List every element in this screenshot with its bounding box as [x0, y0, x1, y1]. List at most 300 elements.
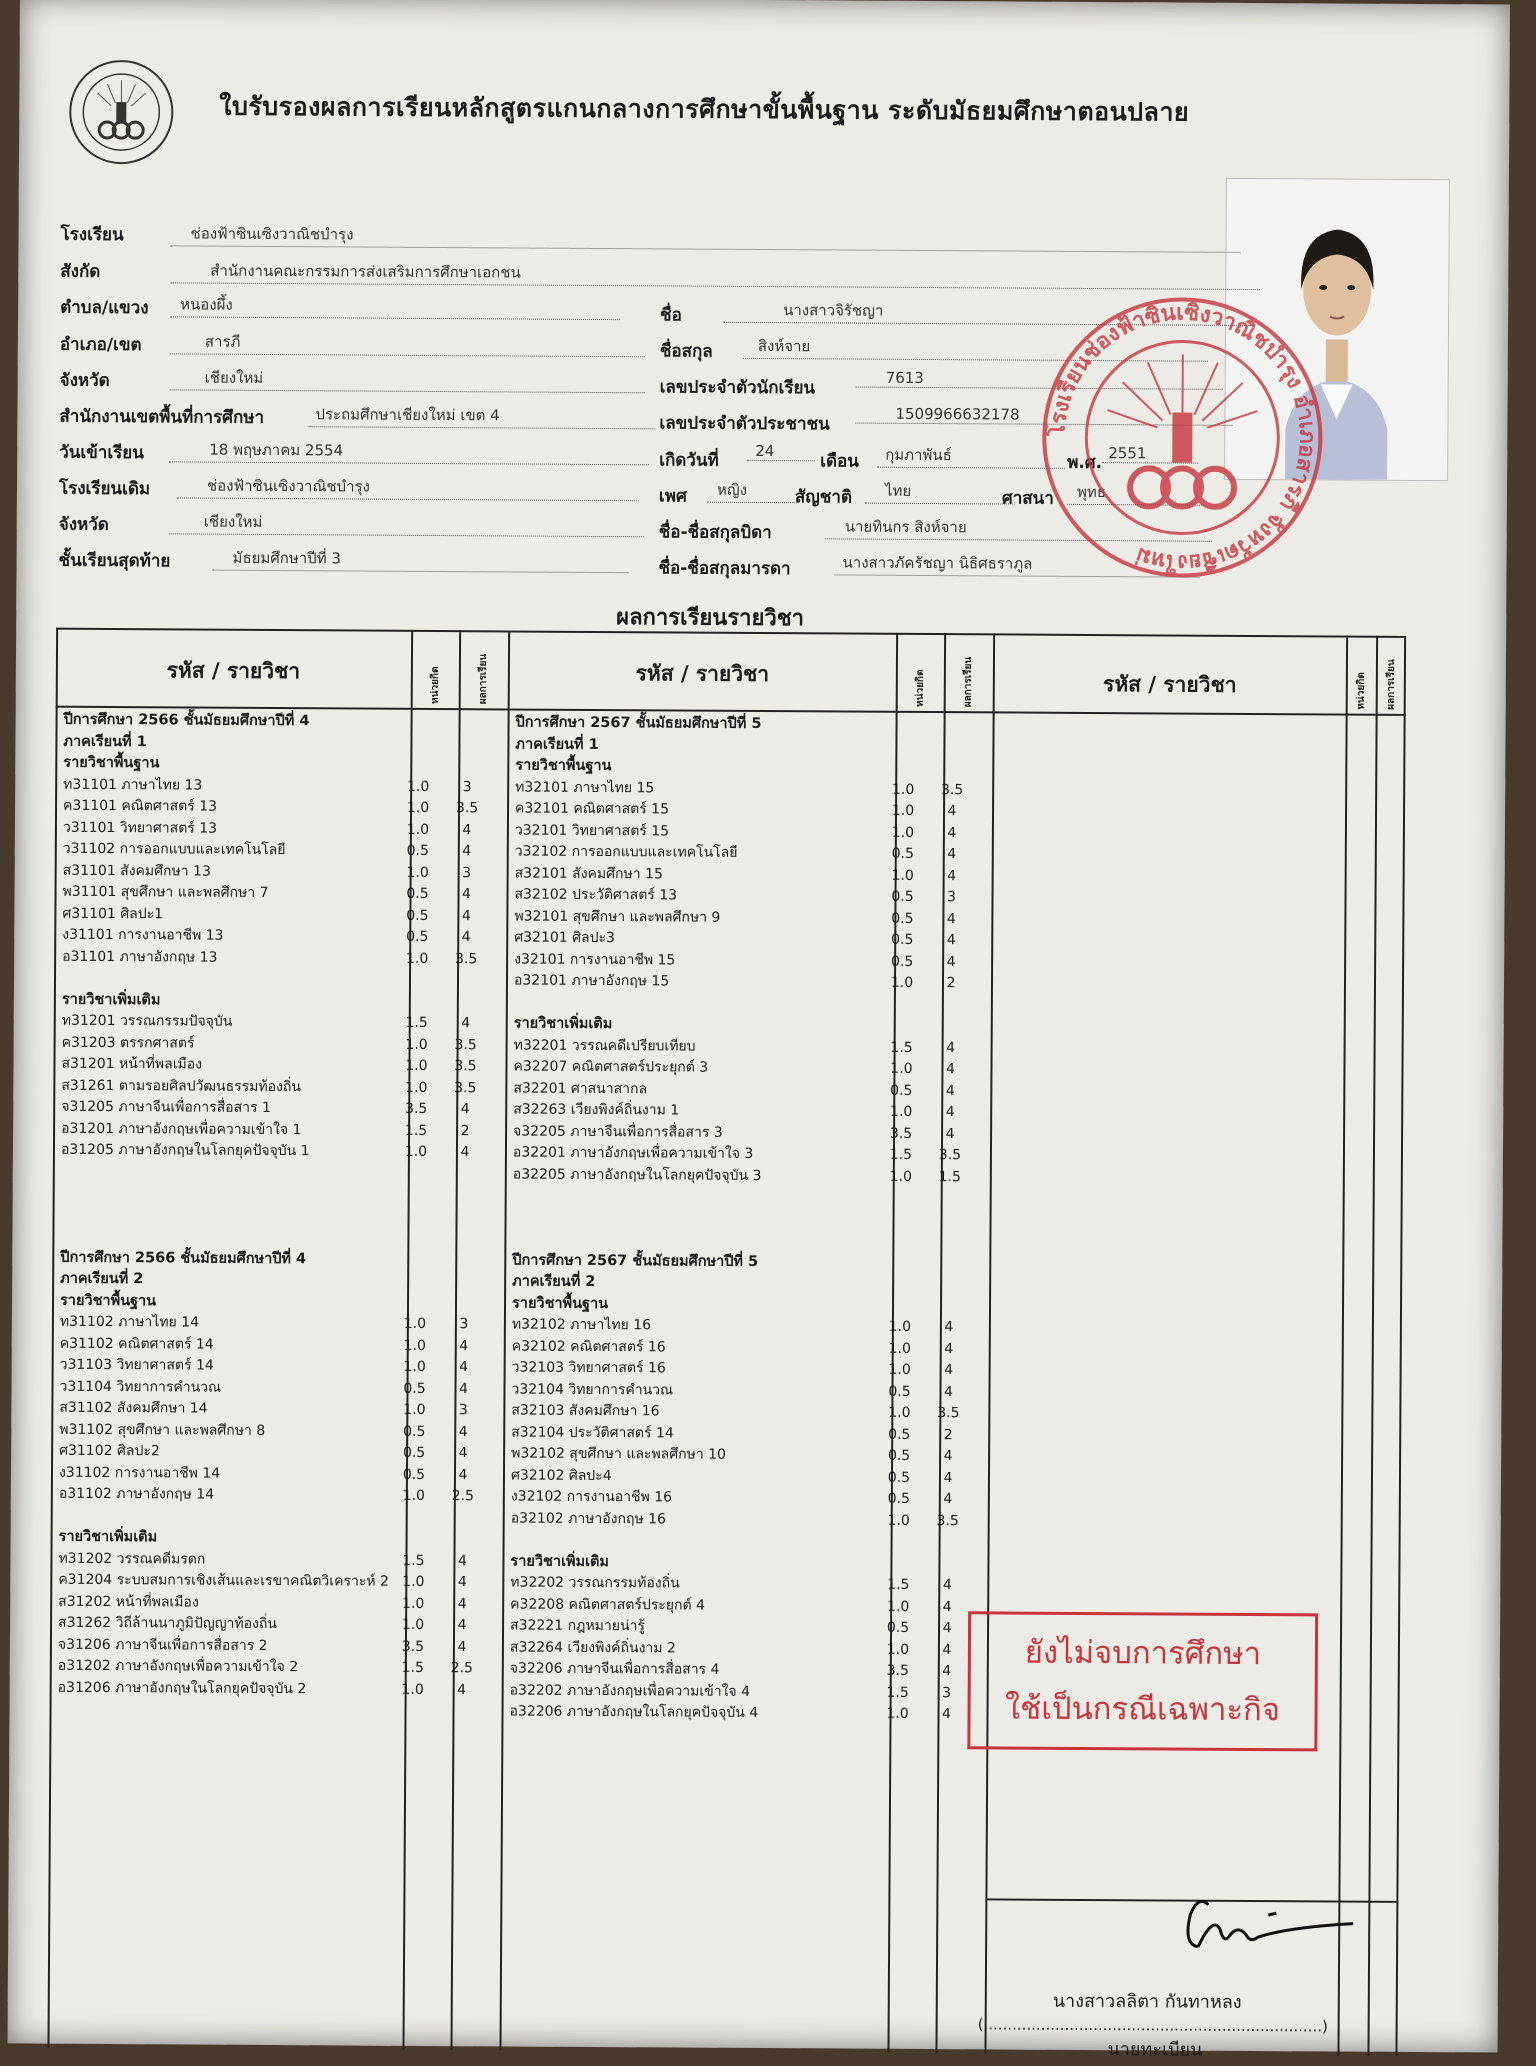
- right-info-block: [20, 0, 1510, 5]
- grade-value: 4: [928, 1468, 968, 1490]
- info-value-area-office: ประถมศึกษาเชียงใหม่ เขต 4: [309, 402, 655, 429]
- stamp-line-1: ยังไม่จบการศึกษา: [971, 1624, 1315, 1682]
- grade-value: 4: [927, 1661, 967, 1683]
- grade-value: 4: [932, 823, 972, 845]
- info-label-affiliation: สังกัด: [60, 258, 100, 285]
- grade-value: 4: [932, 866, 972, 888]
- grade-value: 4: [447, 820, 487, 842]
- subject-row: [58, 1548, 498, 1572]
- grade-value: 4: [931, 909, 971, 931]
- credit-value: 1.0: [881, 1102, 921, 1124]
- credit-value: 1.0: [882, 973, 922, 995]
- subject-row: [61, 1140, 501, 1164]
- subject-row: [510, 1615, 985, 1639]
- grade-value: 4: [443, 1379, 483, 1401]
- grade-value: 3.5: [930, 1145, 970, 1167]
- nationality-label: สัญชาติ: [795, 483, 852, 510]
- info-value-last-grade: มัธยมศึกษาปีที่ 3: [213, 546, 629, 574]
- grade-value: 4: [930, 1102, 970, 1124]
- subject-name: ส32263 เวียงพิงค์ถิ่นงาม 1: [513, 1101, 679, 1118]
- subject-name: รายวิชาพื้นฐาน: [515, 757, 611, 774]
- info-value-subdistrict: หนองผึ้ง: [170, 292, 620, 320]
- col-line: [1337, 636, 1347, 2056]
- religion: พุทธ: [1067, 480, 1202, 506]
- blank-row: [513, 1185, 988, 1209]
- subject-name: ภาคเรียนที่ 2: [512, 1273, 595, 1290]
- subject-name: ว31103 วิทยาศาสตร์ 14: [60, 1357, 214, 1374]
- grade-value: 3: [444, 1314, 484, 1336]
- subject-name: ส32104 ประวัติศาสตร์ 14: [511, 1424, 674, 1441]
- grade-value: 2: [445, 1121, 485, 1143]
- subject-row: [510, 1594, 985, 1618]
- left-info-block: [20, 0, 1510, 5]
- grades-column-1: [58, 710, 504, 1702]
- grade-value: 4: [930, 1124, 970, 1146]
- grade-section-heading: [514, 1013, 989, 1037]
- credit-value: 1.0: [883, 865, 923, 887]
- subject-row: [59, 1398, 499, 1422]
- subject-name: อ31202 ภาษาอังกฤษเพื่อความเข้าใจ 2: [58, 1658, 298, 1675]
- credit-value: 1.0: [397, 948, 437, 970]
- grade-section-heading: [512, 1293, 987, 1317]
- credit-value: 0.5: [394, 1421, 434, 1443]
- subject-name: ส32221 กฎหมายน่ารู้: [510, 1617, 645, 1634]
- info-label-school: โรงเรียน: [60, 221, 123, 248]
- grade-value: 4: [930, 1081, 970, 1103]
- subject-row: [59, 1441, 499, 1465]
- grade-value: 2: [928, 1425, 968, 1447]
- subject-row: [511, 1379, 986, 1403]
- subject-row: [512, 1314, 987, 1338]
- credit-value: 1.0: [396, 1077, 436, 1099]
- subject-row: [58, 1591, 498, 1615]
- info-label-last-grade: ชั้นเรียนสุดท้าย: [58, 547, 170, 575]
- mother-name: นางสาวภัครัชญา นิธิศธราภูล: [834, 550, 1199, 577]
- subject-row: [515, 798, 990, 822]
- subject-name: จ32205 ภาษาจีนเพื่อการสื่อสาร 3: [513, 1123, 723, 1140]
- subject-row: [509, 1701, 984, 1725]
- credit-value: 1.0: [394, 1400, 434, 1422]
- birth-year: 2551: [1102, 444, 1198, 464]
- subject-row: [63, 860, 503, 884]
- red-school-seal-stamp: [1036, 292, 1328, 584]
- subject-row: [58, 1570, 498, 1594]
- credit-value: 1.5: [881, 1145, 921, 1167]
- subject-name: พ32102 สุขศึกษา และพลศึกษา 10: [511, 1445, 726, 1462]
- subject-row: [513, 1056, 988, 1080]
- blank-row: [514, 992, 989, 1016]
- student-id-label: เลขประจำตัวนักเรียน: [660, 373, 816, 401]
- subject-name: ง31102 การงานอาชีพ 14: [59, 1464, 220, 1481]
- credit-value: 0.5: [882, 887, 922, 909]
- subject-name: พ32101 สุขศึกษา และพลศึกษา 9: [514, 908, 720, 925]
- grade-value: 2.5: [443, 1486, 483, 1508]
- birth-year-label: พ.ศ.: [1067, 449, 1102, 476]
- grade-value: 4: [443, 1443, 483, 1465]
- credit-value: 1.0: [879, 1510, 919, 1532]
- certificate-paper: [8, 0, 1510, 2053]
- subject-row: [510, 1658, 985, 1682]
- subject-row: [514, 970, 989, 994]
- subject-name: ศ31102 ศิลปะ2: [59, 1443, 160, 1460]
- subject-name: รายวิชาเพิ่มเติม: [62, 991, 161, 1008]
- registrar-paren: (.......................................................................): [978, 2015, 1328, 2035]
- info-label-area-office: สำนักงานเขตพื้นที่การศึกษา: [59, 403, 264, 431]
- subject-name: รายวิชาพื้นฐาน: [512, 1295, 608, 1312]
- subject-row: [59, 1419, 499, 1443]
- grade-value: 3: [443, 1400, 483, 1422]
- blank-row: [512, 1207, 987, 1231]
- grade-value: 4: [931, 930, 971, 952]
- grade-value: 3.5: [928, 1511, 968, 1533]
- subject-name: อ32201 ภาษาอังกฤษเพื่อความเข้าใจ 3: [513, 1144, 753, 1161]
- subject-row: [514, 927, 989, 951]
- grade-value: 4: [929, 1339, 969, 1361]
- subject-row: [59, 1484, 499, 1508]
- credit-value: 1.0: [883, 822, 923, 844]
- subject-name: ค32207 คณิตศาสตร์ประยุกต์ 3: [513, 1058, 708, 1075]
- subject-row: [62, 882, 502, 906]
- subject-row: [59, 1376, 499, 1400]
- grade-value: 4: [446, 906, 486, 928]
- grade-value: 4: [444, 1357, 484, 1379]
- subject-name: ศ31101 ศิลปะ1: [62, 905, 163, 922]
- birth-day: 24: [747, 442, 815, 461]
- sex-label: เพศ: [659, 482, 687, 509]
- grade-value: 4: [446, 1013, 486, 1035]
- credit-value: 1.0: [398, 798, 438, 820]
- grade-section-heading: [63, 731, 503, 755]
- grade-section-heading: [515, 755, 990, 779]
- student-surname: สิงห์จาย: [743, 334, 1208, 362]
- subject-row: [60, 1333, 500, 1357]
- birth-month: กุมภาพันธ์: [877, 443, 1065, 469]
- subject-row: [511, 1422, 986, 1446]
- subject-row: [513, 1099, 988, 1123]
- subject-row: [511, 1400, 986, 1424]
- subject-row: [63, 817, 503, 841]
- subject-row: [61, 1075, 501, 1099]
- grade-value: 4: [932, 801, 972, 823]
- subject-row: [58, 1613, 498, 1637]
- subject-row: [512, 1357, 987, 1381]
- birth-month-label: เดือน: [820, 447, 859, 474]
- subject-name: รายวิชาเพิ่มเติม: [510, 1553, 609, 1570]
- subject-name: ค31102 คณิตศาสตร์ 14: [60, 1335, 214, 1352]
- grade-value: 2.5: [442, 1658, 482, 1680]
- subject-row: [512, 1336, 987, 1360]
- grades-section-title: ผลการเรียนรายวิชา: [616, 599, 804, 635]
- subject-row: [62, 903, 502, 927]
- blank-row: [61, 1161, 501, 1185]
- credit-value: 0.5: [879, 1424, 919, 1446]
- subject-row: [58, 1634, 498, 1658]
- subject-name: ภาคเรียนที่ 1: [63, 733, 146, 750]
- grade-value: 4: [445, 1142, 485, 1164]
- grade-value: 4: [926, 1704, 966, 1726]
- subject-row: [511, 1508, 986, 1532]
- religion-label: ศาสนา: [1002, 484, 1054, 511]
- grade-value: 2: [931, 973, 971, 995]
- subject-name: ท31102 ภาษาไทย 14: [60, 1314, 199, 1331]
- credit-value: 1.0: [881, 1166, 921, 1188]
- info-label-former-province: จังหวัด: [59, 511, 109, 538]
- credit-value: 0.5: [397, 927, 437, 949]
- credit-value: 0.5: [879, 1467, 919, 1489]
- credit-value: 0.5: [879, 1489, 919, 1511]
- credit-value: 1.0: [395, 1314, 435, 1336]
- blank-row: [62, 968, 502, 992]
- grade-value: 4: [447, 841, 487, 863]
- credit-value: 1.0: [398, 862, 438, 884]
- subject-row: [63, 839, 503, 863]
- name-label: ชื่อ: [660, 301, 682, 328]
- info-value-province: เชียงใหม่: [170, 365, 645, 393]
- grade-value: 4: [927, 1597, 967, 1619]
- grade-value: 4: [442, 1594, 482, 1616]
- subject-row: [515, 863, 990, 887]
- credit-value: 1.0: [398, 819, 438, 841]
- citizen-id: 1509966632178: [855, 405, 1232, 426]
- subject-name: อ32205 ภาษาอังกฤษในโลกยุคปัจจุบัน 3: [513, 1166, 762, 1184]
- grades-column-2: [509, 712, 990, 1725]
- grade-value: 4: [446, 927, 486, 949]
- credit-value: 0.5: [883, 844, 923, 866]
- credit-value: 1.5: [393, 1658, 433, 1680]
- subject-name: ท31101 ภาษาไทย 13: [63, 776, 202, 793]
- grade-value: 4: [442, 1551, 482, 1573]
- grade-value: 4: [927, 1640, 967, 1662]
- col3-grade-header: ผลการเรียน: [1384, 642, 1399, 710]
- subject-name: ส31102 สังคมศึกษา 14: [59, 1400, 207, 1417]
- subject-name: พ31102 สุขศึกษา และพลศึกษา 8: [59, 1421, 265, 1438]
- grade-section-heading: [60, 1269, 500, 1293]
- blank-row: [61, 1183, 501, 1207]
- credit-value: 0.5: [397, 884, 437, 906]
- info-value-enroll-date: 18 พฤษภาคม 2554: [169, 437, 649, 465]
- grade-value: 4: [929, 1317, 969, 1339]
- subject-name: รายวิชาพื้นฐาน: [63, 755, 159, 772]
- registrar-signature: [1168, 1885, 1369, 1971]
- credit-value: 1.0: [880, 1317, 920, 1339]
- grade-value: 4: [445, 1099, 485, 1121]
- credit-value: 1.5: [397, 1013, 437, 1035]
- registrar-name: นางสาวลลิตา กันทาหลง: [1053, 1986, 1242, 2016]
- subject-name: ง32102 การงานอาชีพ 16: [511, 1488, 672, 1505]
- subject-name: ว32102 การออกแบบและเทคโนโลยี: [515, 843, 738, 860]
- credit-value: 1.0: [880, 1360, 920, 1382]
- info-label-enroll-date: วันเข้าเรียน: [59, 439, 144, 467]
- subject-name: ปีการศึกษา 2567 ชั้นมัธยมศึกษาปีที่ 5: [512, 1252, 758, 1270]
- info-label-subdistrict: ตำบล/แขวง: [60, 294, 149, 322]
- grade-value: 4: [442, 1637, 482, 1659]
- grade-value: 4: [443, 1465, 483, 1487]
- subject-name: ค31203 ตรรกศาสตร์: [62, 1034, 195, 1051]
- grade-section-heading: [63, 753, 503, 777]
- grade-value: 4: [931, 1038, 971, 1060]
- document-title: ใบรับรองผลการเรียนหลักสูตรแกนกลางการศึกษาขั้นพื้นฐาน ระดับมัธยมศึกษาตอนปลาย: [219, 87, 1189, 133]
- grade-section-heading: [510, 1551, 985, 1575]
- subject-row: [63, 774, 503, 798]
- credit-value: 1.0: [396, 1056, 436, 1078]
- subject-name: รายวิชาเพิ่มเติม: [59, 1529, 158, 1546]
- subject-name: ปีการศึกษา 2566 ชั้นมัธยมศึกษาปีที่ 4: [64, 712, 310, 730]
- credit-value: 3.5: [393, 1636, 433, 1658]
- credit-value: 1.0: [881, 1059, 921, 1081]
- subject-name: ค31204 ระบบสมการเชิงเส้นและเรขาคณิตวิเคราะห์ 2: [58, 1572, 389, 1590]
- grade-value: 3.5: [445, 1056, 485, 1078]
- credit-value: 0.5: [882, 930, 922, 952]
- subject-name: ท32101 ภาษาไทย 15: [515, 779, 654, 796]
- sex: หญิง: [707, 478, 797, 504]
- table-right-border: [1395, 636, 1406, 2056]
- credit-value: 1.0: [393, 1572, 433, 1594]
- subject-name: ท32201 วรรณคดีเปรียบเทียบ: [514, 1037, 696, 1054]
- grade-value: 3: [931, 887, 971, 909]
- subject-name: อ31205 ภาษาอังกฤษในโลกยุคปัจจุบัน 1: [61, 1142, 310, 1160]
- info-value-former-school: ช่องฟ้าซินเซิงวาณิชบำรุง: [177, 473, 639, 501]
- grade-value: 3: [927, 1683, 967, 1705]
- subject-name: ท31202 วรรณคดีมรดก: [58, 1550, 205, 1567]
- grades-table: [47, 628, 1406, 2056]
- info-label-province: จังหวัด: [60, 367, 110, 394]
- blank-row: [512, 1228, 987, 1252]
- blank-row: [511, 1529, 986, 1553]
- subject-name: ค32101 คณิตศาสตร์ 15: [515, 800, 669, 817]
- subject-name: อ32206 ภาษาอังกฤษในโลกยุคปัจจุบัน 4: [509, 1703, 758, 1721]
- credit-value: 1.0: [398, 776, 438, 798]
- subject-name: ภาคเรียนที่ 2: [60, 1271, 143, 1288]
- subject-name: ศ32102 ศิลปะ4: [511, 1467, 612, 1484]
- subject-row: [62, 1011, 502, 1035]
- grade-value: 4: [932, 844, 972, 866]
- credit-value: 1.0: [880, 1338, 920, 1360]
- col2-grade-header: ผลการเรียน: [961, 639, 976, 707]
- grade-value: 3.5: [445, 1078, 485, 1100]
- grade-value: 4: [446, 884, 486, 906]
- subject-row: [59, 1462, 499, 1486]
- credit-value: 3.5: [878, 1661, 918, 1683]
- grade-value: 3.5: [446, 949, 486, 971]
- subject-name: ส32103 สังคมศึกษา 16: [511, 1402, 659, 1419]
- subject-name: ว32103 วิทยาศาสตร์ 16: [512, 1359, 666, 1376]
- subject-name: ค32208 คณิตศาสตร์ประยุกต์ 4: [510, 1596, 705, 1613]
- grade-section-heading: [515, 734, 990, 758]
- col2-credit-header: หน่วยกิต: [913, 639, 928, 707]
- credit-value: 0.5: [881, 1080, 921, 1102]
- col3-credit-header: หน่วยกิต: [1354, 642, 1369, 710]
- father-name: นายทินกร สิงห์จาย: [825, 514, 1212, 541]
- table-left-border: [47, 628, 58, 2048]
- credit-value: 1.0: [878, 1639, 918, 1661]
- subject-name: ว31104 วิทยาการคำนวณ: [59, 1378, 221, 1395]
- subject-name: อ32102 ภาษาอังกฤษ 16: [511, 1510, 666, 1527]
- surname-label: ชื่อสกุล: [660, 337, 713, 364]
- grade-value: 4: [931, 952, 971, 974]
- credit-value: 0.5: [394, 1378, 434, 1400]
- nationality: ไทย: [865, 479, 1015, 505]
- credit-value: 1.0: [878, 1596, 918, 1618]
- subject-row: [514, 906, 989, 930]
- grade-value: 3.5: [932, 780, 972, 802]
- student-id: 7613: [856, 369, 1223, 390]
- subject-row: [511, 1486, 986, 1510]
- subject-row: [513, 1121, 988, 1145]
- grade-value: 4: [929, 1360, 969, 1382]
- subject-row: [515, 820, 990, 844]
- subject-name: ท31201 วรรณกรรมปัจจุบัน: [62, 1013, 233, 1030]
- credit-value: 0.5: [878, 1618, 918, 1640]
- mother-label: ชื่อ-ชื่อสกุลมารดา: [658, 554, 790, 582]
- credit-value: 0.5: [394, 1443, 434, 1465]
- grade-value: 4: [444, 1336, 484, 1358]
- grade-section-heading: [60, 1290, 500, 1314]
- subject-name: ง32101 การงานอาชีพ 15: [514, 951, 675, 968]
- info-label-former-school: โรงเรียนเดิม: [59, 475, 150, 503]
- subject-name: จ31206 ภาษาจีนเพื่อการสื่อสาร 2: [58, 1636, 268, 1653]
- subject-name: พ31101 สุขศึกษา และพลศึกษา 7: [62, 884, 268, 901]
- info-value-district: สารภี: [170, 329, 645, 357]
- credit-value: 1.0: [393, 1615, 433, 1637]
- grade-section-heading: [512, 1271, 987, 1295]
- credit-value: 1.0: [395, 1335, 435, 1357]
- subject-row: [514, 884, 989, 908]
- subject-row: [515, 777, 990, 801]
- credit-value: 1.5: [393, 1550, 433, 1572]
- col3-header: รหัส / รายวิชา: [994, 667, 1346, 702]
- subject-name: ท32202 วรรณกรรมท้องถิ่น: [510, 1574, 679, 1591]
- subject-row: [514, 1035, 989, 1059]
- subject-name: ค31101 คณิตศาสตร์ 13: [63, 798, 217, 815]
- grade-section-heading: [60, 1247, 500, 1271]
- subject-row: [513, 1142, 988, 1166]
- subject-name: อ31206 ภาษาอังกฤษในโลกยุคปัจจุบัน 2: [58, 1679, 307, 1697]
- grade-value: 3.5: [928, 1403, 968, 1425]
- subject-row: [60, 1312, 500, 1336]
- grade-value: 4: [928, 1382, 968, 1404]
- subject-row: [514, 949, 989, 973]
- grade-value: 4: [927, 1618, 967, 1640]
- subject-name: อ31102 ภาษาอังกฤษ 14: [59, 1486, 214, 1503]
- citizen-id-label: เลขประจำตัวประชาชน: [659, 409, 829, 437]
- credit-value: 1.0: [397, 1034, 437, 1056]
- subject-name: รายวิชาพื้นฐาน: [60, 1292, 156, 1309]
- credit-value: 1.5: [396, 1120, 436, 1142]
- credit-value: 1.5: [878, 1682, 918, 1704]
- subject-name: ส31201 หน้าที่พลเมือง: [61, 1056, 202, 1073]
- grade-value: 3: [447, 863, 487, 885]
- subject-row: [511, 1443, 986, 1467]
- credit-value: 0.5: [879, 1381, 919, 1403]
- subject-name: ส32201 ศาสนาสากล: [513, 1080, 647, 1097]
- credit-value: 0.5: [394, 1464, 434, 1486]
- red-seal-ring-text: โรงเรียนช่องฟ้าซินเซิงวาณิชบำรุง อำเภอสารภี จังหวัดเชียงใหม่: [1042, 300, 1320, 578]
- credit-value: 1.0: [393, 1679, 433, 1701]
- subject-name: ท32102 ภาษาไทย 16: [512, 1316, 651, 1333]
- info-value-school: ช่องฟ้าซินเซิงวาณิชบำรุง: [170, 221, 1240, 253]
- subject-row: [61, 1054, 501, 1078]
- credit-value: 0.5: [882, 908, 922, 930]
- school-seal-logo: [67, 58, 176, 167]
- grade-value: 3: [447, 777, 487, 799]
- subject-row: [513, 1078, 988, 1102]
- subject-name: จ32206 ภาษาจีนเพื่อการสื่อสาร 4: [510, 1660, 720, 1677]
- credit-value: 1.0: [883, 779, 923, 801]
- credit-value: 1.0: [396, 1142, 436, 1164]
- registrar-title: นายทะเบียน: [1107, 2034, 1202, 2064]
- subject-name: ส32101 สังคมศึกษา 15: [515, 865, 663, 882]
- grade-section-heading: [512, 1250, 987, 1274]
